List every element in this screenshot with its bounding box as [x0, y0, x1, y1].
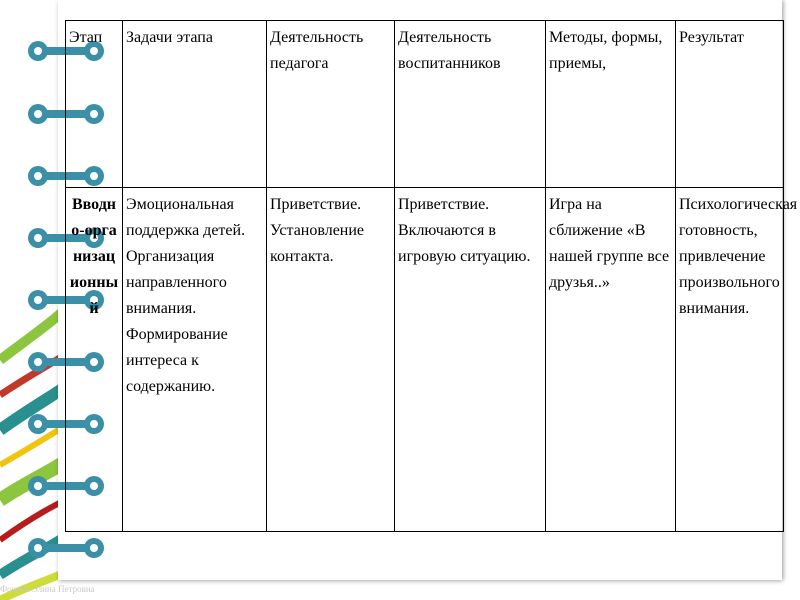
header-cell-result: Результат: [676, 21, 784, 188]
header-cell-pupil-activity: Деятельность воспитанников: [395, 21, 546, 188]
header-cell-stage: Этап: [66, 21, 123, 188]
pupil-activity-cell: Приветствие. Включаются в игровую ситуацию.: [395, 188, 546, 532]
header-cell-teacher-activity: Деятельность педагога: [267, 21, 395, 188]
watermark-text: Фокина Элина Петровна: [0, 584, 95, 594]
table-header-row: [66, 21, 784, 188]
binder-ring-icon: [28, 535, 104, 561]
table-row: [66, 188, 784, 532]
result-cell: Психологическая готовность, привлечение произвольного внимания.: [676, 188, 784, 532]
lesson-plan-table: [65, 20, 798, 532]
tasks-cell: Эмоциональная поддержка детей. Организация направленного внимания. Формирование интереса к содержанию.: [123, 188, 267, 532]
header-cell-tasks: Задачи этапа: [123, 21, 267, 188]
stage-cell: Вводно-организационный: [66, 188, 123, 532]
methods-cell: Игра на сближение «В нашей группе все друзья..»: [546, 188, 676, 532]
teacher-activity-cell: Приветствие. Установление контакта.: [267, 188, 395, 532]
header-cell-methods: Методы, формы, приемы,: [546, 21, 676, 188]
